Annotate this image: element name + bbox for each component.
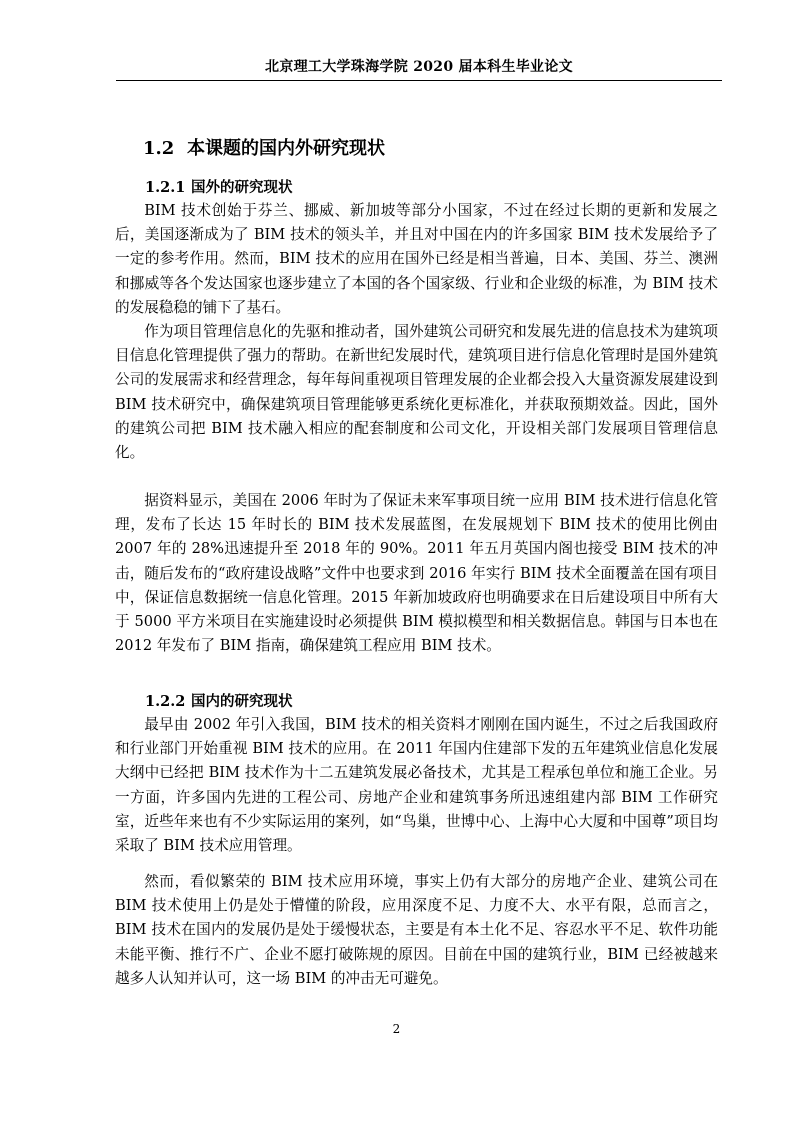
paragraph: 据资料显示，美国在 2006 年时为了保证未来军事项目统一应用 BIM 技术进行信息化管理，发布了长达 15 年时长的 BIM 技术发展蓝图，在发展规划下 BIM 技术的使用比例由 2007 年的 28%迅速提升至 2018 年的 90%。2011 年五月英国内阁也接受 BIM 技术的冲击，随后发布的“政府建设战略”文件中也要求到 2016 年实行 BIM 技术全面覆盖在国有项目中，保证信息数据统一信息化管理。2015 年新加坡政府也明确要求在日后建设项目中所有大于 5000 平方米项目在实施建设时必须提供 BIM 模拟模型和相关数据信息。韩国与日本也在 2012 年发布了 BIM 指南，确保建筑工程应用 BIM 技术。 [115, 492, 718, 655]
subsection-title: 国内的研究现状 [191, 693, 293, 710]
section-number: 1.2 [143, 138, 175, 159]
running-header: 北京理工大学珠海学院 2020 届本科生毕业论文 [265, 59, 573, 75]
section-title: 本课题的国内外研究现状 [187, 138, 385, 159]
paragraph: BIM 技术创始于芬兰、挪威、新加坡等部分小国家，不过在经过长期的更新和发展之后，美国逐渐成为了 BIM 技术的领头羊，并且对中国在内的许多国家 BIM 技术发展给予了一定的参考作用。然而，BIM 技术的应用在国外已经是相当普遍，日本、美国、芬兰、澳洲和挪威等各个发达国家也逐步建立了本国的各个国家级、行业和企业级的标准，为 BIM 技术的发展稳稳的铺下了基石。 [115, 202, 718, 316]
paragraph: 最早由 2002 年引入我国，BIM 技术的相关资料才刚刚在国内诞生，不过之后我国政府和行业部门开始重视 BIM 技术的应用。在 2011 年国内住建部下发的五年建筑业信息化发展大纲中已经把 BIM 技术作为十二五建筑发展必备技术，尤其是工程承包单位和施工企业。另一方面，许多国内先进的工程公司、房地产企业和建筑事务所迅速组建内部 BIM 工作研究室，近些年来也有不少实际运用的案列，如“鸟巢，世博中心、上海中心大厦和中国尊”项目均采取了 BIM 技术应用管理。 [115, 716, 718, 855]
subsection-number: 1.2.1 [145, 179, 186, 196]
paragraph: 然而，看似繁荣的 BIM 技术应用环境，事实上仍有大部分的房地产企业、建筑公司在 BIM 技术使用上仍是处于懵懂的阶段，应用深度不足、力度不大、水平有限，总而言之，BIM 技术在国内的发展仍是处于缓慢状态，主要是有本土化不足、容忍水平不足、软件功能未能平衡、推行不广、企业不愿打破陈规的原因。目前在中国的建筑行业，BIM 已经被越来越多人认知并认可，这一场 BIM 的冲击无可避免。 [115, 873, 718, 987]
subsection-number: 1.2.2 [145, 693, 186, 710]
subsection-title: 国外的研究现状 [191, 179, 293, 196]
subsection-heading-1 [145, 176, 293, 197]
header-rule [116, 80, 722, 81]
paragraph: 作为项目管理信息化的先驱和推动者，国外建筑公司研究和发展先进的信息技术为建筑项目信息化管理提供了强力的帮助。在新世纪发展时代，建筑项目进行信息化管理时是国外建筑公司的发展需求和经营理念，每年每间重视项目管理发展的企业都会投入大量资源发展建设到 BIM 技术研究中，确保建筑项目管理能够更系统化更标准化，并获取预期效益。因此，国外的建筑公司把 BIM 技术融入相应的配套制度和公司文化，开设相关部门发展项目管理信息化。 [115, 323, 718, 462]
subsection-heading-2 [145, 690, 293, 711]
section-heading [143, 134, 385, 160]
page-number: 2 [392, 1022, 401, 1036]
